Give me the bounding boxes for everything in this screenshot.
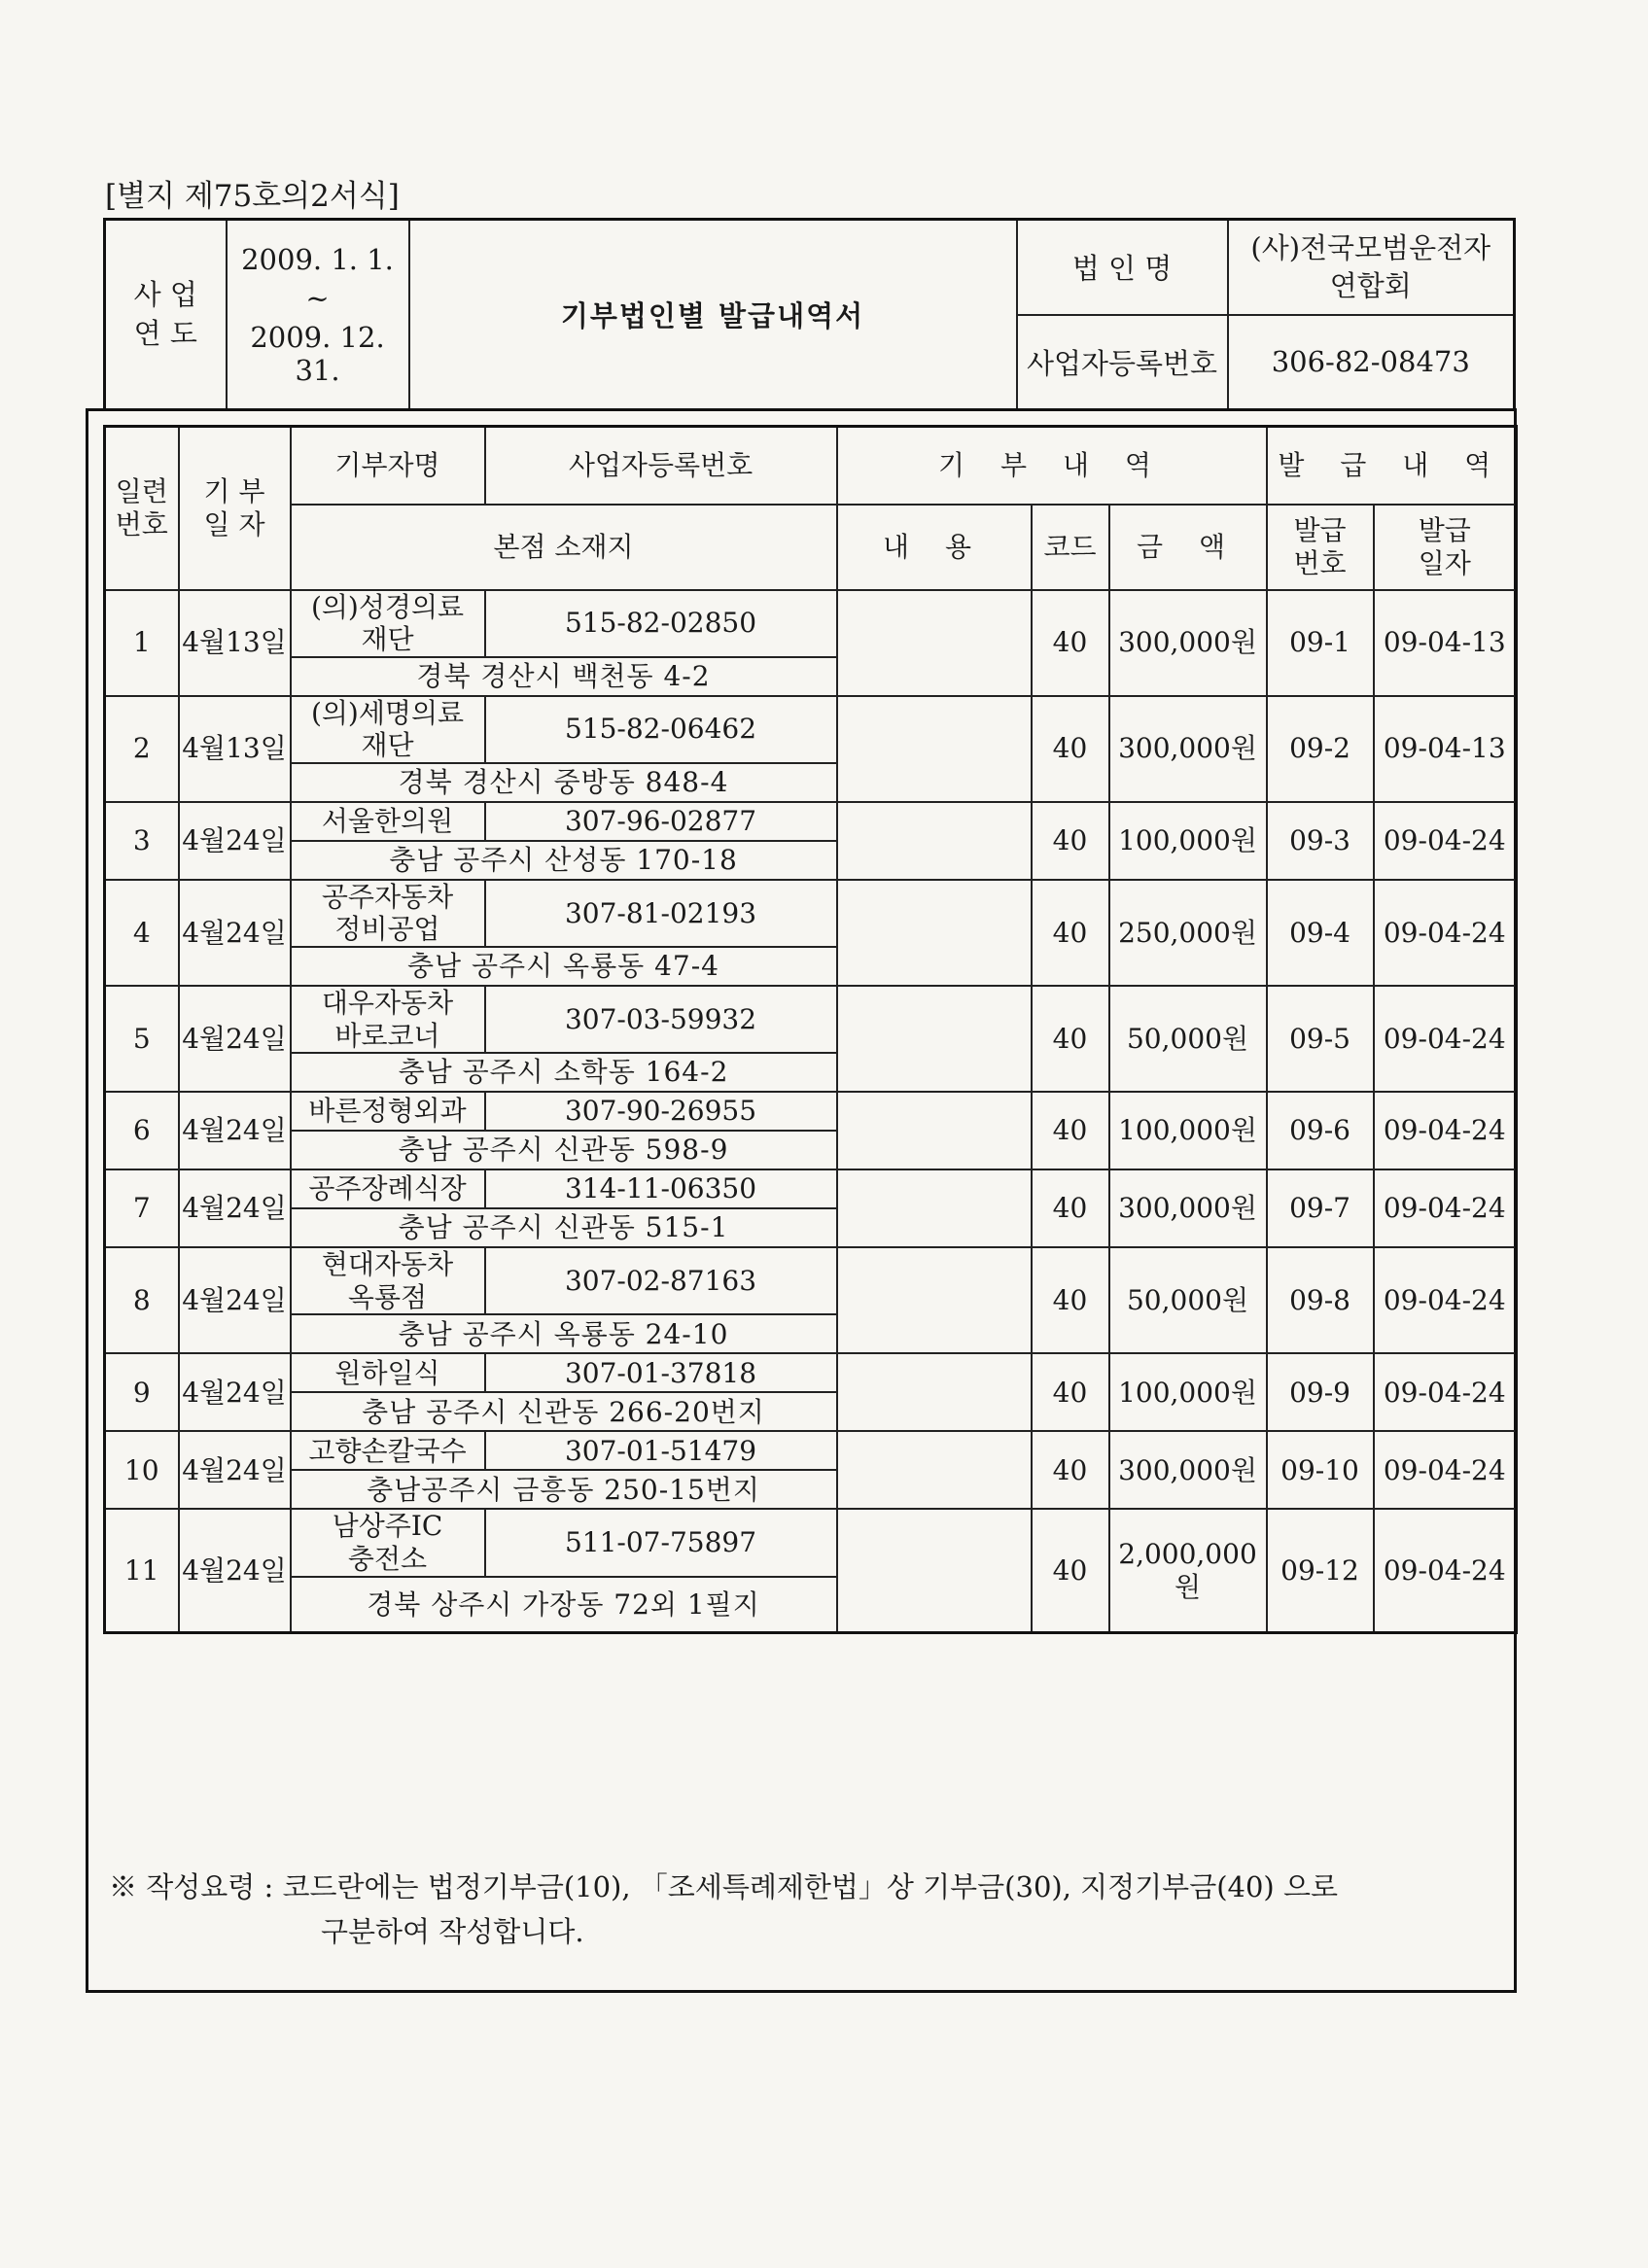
row-donation-date: 4월24일 (179, 880, 291, 986)
row-amount: 100,000원 (1109, 802, 1267, 880)
row-head-office-address: 충남 공주시 산성동 170-18 (291, 841, 837, 880)
row-issue-number: 09-9 (1267, 1353, 1374, 1431)
row-serial-number: 4 (105, 880, 179, 986)
row-head-office-address: 충남 공주시 신관동 266-20번지 (291, 1392, 837, 1431)
row-content (837, 986, 1032, 1092)
row-amount: 300,000원 (1109, 590, 1267, 696)
row-donor-reg-no: 307-81-02193 (485, 880, 837, 947)
row-code: 40 (1032, 590, 1109, 696)
row-donor-name: 원하일식 (291, 1353, 485, 1392)
row-head-office-address: 충남 공주시 옥룡동 47-4 (291, 947, 837, 986)
row-donor-name: (의)성경의료 재단 (291, 590, 485, 657)
row-serial-number: 9 (105, 1353, 179, 1431)
row-donation-date: 4월24일 (179, 1509, 291, 1632)
document-title: 기부법인별 발급내역서 (409, 220, 1017, 410)
row-issue-number: 09-8 (1267, 1247, 1374, 1353)
row-issue-date: 09-04-13 (1374, 590, 1517, 696)
row-donor-name: 서울한의원 (291, 802, 485, 841)
row-donor-reg-no: 307-02-87163 (485, 1247, 837, 1314)
business-year-label: 사 업 연 도 (105, 220, 227, 410)
row-content (837, 1247, 1032, 1353)
row-donation-date: 4월13일 (179, 590, 291, 696)
row-donor-reg-no: 307-01-51479 (485, 1431, 837, 1470)
row-issue-date: 09-04-24 (1374, 1169, 1517, 1247)
row-amount: 50,000원 (1109, 986, 1267, 1092)
row-donation-date: 4월24일 (179, 986, 291, 1092)
row-head-office-address: 충남 공주시 소학동 164-2 (291, 1053, 837, 1092)
row-code: 40 (1032, 880, 1109, 986)
row-code: 40 (1032, 1092, 1109, 1169)
row-donor-reg-no: 515-82-06462 (485, 696, 837, 763)
row-donor-name: 공주장례식장 (291, 1169, 485, 1208)
row-head-office-address: 경북 경산시 중방동 848-4 (291, 763, 837, 802)
row-donor-name: 바른정형외과 (291, 1092, 485, 1131)
col-serial-number: 일련 번호 (105, 427, 179, 590)
row-code: 40 (1032, 802, 1109, 880)
table-row (105, 1431, 1517, 1470)
row-head-office-address: 충남 공주시 신관동 515-1 (291, 1208, 837, 1247)
note-line-2: 구분하여 작성합니다. (321, 1915, 584, 1949)
row-code: 40 (1032, 1169, 1109, 1247)
row-amount: 300,000원 (1109, 1431, 1267, 1509)
row-code: 40 (1032, 696, 1109, 802)
row-code: 40 (1032, 1509, 1109, 1632)
row-content (837, 590, 1032, 696)
row-donor-reg-no: 515-82-02850 (485, 590, 837, 657)
table-row (105, 1169, 1517, 1208)
issuance-table (103, 425, 1518, 1634)
row-donation-date: 4월24일 (179, 1092, 291, 1169)
row-donor-reg-no: 307-03-59932 (485, 986, 837, 1053)
col-donation-details: 기 부 내 역 (837, 427, 1267, 505)
row-donation-date: 4월24일 (179, 1353, 291, 1431)
row-issue-date: 09-04-13 (1374, 696, 1517, 802)
row-donor-name: 공주자동차 정비공업 (291, 880, 485, 947)
row-donation-date: 4월13일 (179, 696, 291, 802)
col-head-office: 본점 소재지 (291, 505, 837, 590)
row-content (837, 1092, 1032, 1169)
row-head-office-address: 충남 공주시 옥룡동 24-10 (291, 1314, 837, 1353)
row-serial-number: 7 (105, 1169, 179, 1247)
table-row (105, 590, 1517, 657)
row-amount: 300,000원 (1109, 1169, 1267, 1247)
row-donor-reg-no: 511-07-75897 (485, 1509, 837, 1576)
row-amount: 100,000원 (1109, 1353, 1267, 1431)
row-donation-date: 4월24일 (179, 1431, 291, 1509)
row-issue-number: 09-3 (1267, 802, 1374, 880)
row-issue-date: 09-04-24 (1374, 986, 1517, 1092)
row-donor-reg-no: 314-11-06350 (485, 1169, 837, 1208)
row-content (837, 1509, 1032, 1632)
row-head-office-address: 충남 공주시 신관동 598-9 (291, 1131, 837, 1169)
writing-instructions (109, 1865, 1509, 1955)
table-row (105, 986, 1517, 1053)
col-donation-date: 기 부 일 자 (179, 427, 291, 590)
period-tilde: ~ (305, 281, 330, 315)
row-content (837, 696, 1032, 802)
row-serial-number: 6 (105, 1092, 179, 1169)
col-issue-number: 발급 번호 (1267, 505, 1374, 590)
row-donor-name: 남상주IC 충전소 (291, 1509, 485, 1576)
row-issue-number: 09-7 (1267, 1169, 1374, 1247)
row-head-office-address: 경북 상주시 가장동 72외 1필지 (291, 1577, 837, 1633)
row-donor-reg-no: 307-90-26955 (485, 1092, 837, 1131)
row-issue-number: 09-5 (1267, 986, 1374, 1092)
row-content (837, 880, 1032, 986)
row-issue-number: 09-12 (1267, 1509, 1374, 1632)
col-issue-date: 발급 일자 (1374, 505, 1517, 590)
note-line-1: ※ 작성요령 : 코드란에는 법정기부금(10), 「조세특례제한법」상 기부금(30), 지정기부금(40) 으로 (109, 1870, 1338, 1903)
row-content (837, 1353, 1032, 1431)
table-row (105, 880, 1517, 947)
col-code: 코드 (1032, 505, 1109, 590)
col-donor-reg-no: 사업자등록번호 (485, 427, 837, 505)
row-issue-number: 09-1 (1267, 590, 1374, 696)
row-serial-number: 11 (105, 1509, 179, 1632)
row-donor-name: 대우자동차 바로코너 (291, 986, 485, 1053)
col-amount: 금 액 (1109, 505, 1267, 590)
row-serial-number: 3 (105, 802, 179, 880)
row-amount: 100,000원 (1109, 1092, 1267, 1169)
table-row (105, 1509, 1517, 1576)
row-code: 40 (1032, 1247, 1109, 1353)
row-code: 40 (1032, 1353, 1109, 1431)
row-amount: 250,000원 (1109, 880, 1267, 986)
row-issue-date: 09-04-24 (1374, 1431, 1517, 1509)
row-serial-number: 8 (105, 1247, 179, 1353)
row-issue-number: 09-10 (1267, 1431, 1374, 1509)
form-number-label: [별지 제75호의2서식] (105, 179, 400, 214)
table-row (105, 1247, 1517, 1314)
row-donor-name: 고향손칼국수 (291, 1431, 485, 1470)
period-end: 2009. 12. 31. (250, 320, 385, 387)
row-content (837, 1431, 1032, 1509)
table-row (105, 696, 1517, 763)
row-serial-number: 10 (105, 1431, 179, 1509)
period-start: 2009. 1. 1. (241, 242, 394, 276)
row-amount: 50,000원 (1109, 1247, 1267, 1353)
row-code: 40 (1032, 1431, 1109, 1509)
col-content: 내 용 (837, 505, 1032, 590)
corp-name-label: 법 인 명 (1017, 220, 1228, 315)
row-issue-number: 09-2 (1267, 696, 1374, 802)
row-issue-date: 09-04-24 (1374, 1353, 1517, 1431)
table-row (105, 1353, 1517, 1392)
row-donation-date: 4월24일 (179, 802, 291, 880)
col-donor-name: 기부자명 (291, 427, 485, 505)
row-issue-date: 09-04-24 (1374, 1092, 1517, 1169)
table-row (105, 802, 1517, 841)
corp-reg-no: 306-82-08473 (1228, 315, 1515, 410)
row-donation-date: 4월24일 (179, 1169, 291, 1247)
row-donation-date: 4월24일 (179, 1247, 291, 1353)
business-period (227, 220, 409, 410)
row-issue-date: 09-04-24 (1374, 1247, 1517, 1353)
row-serial-number: 1 (105, 590, 179, 696)
row-head-office-address: 충남공주시 금흥동 250-15번지 (291, 1470, 837, 1509)
row-amount: 2,000,000원 (1109, 1509, 1267, 1632)
table-row (105, 1092, 1517, 1131)
corp-reg-no-label: 사업자등록번호 (1017, 315, 1228, 410)
row-donor-reg-no: 307-01-37818 (485, 1353, 837, 1392)
col-issuance-details: 발 급 내 역 (1267, 427, 1517, 505)
row-amount: 300,000원 (1109, 696, 1267, 802)
row-content (837, 1169, 1032, 1247)
row-head-office-address: 경북 경산시 백천동 4-2 (291, 657, 837, 696)
row-issue-date: 09-04-24 (1374, 880, 1517, 986)
row-issue-date: 09-04-24 (1374, 802, 1517, 880)
row-issue-date: 09-04-24 (1374, 1509, 1517, 1632)
row-issue-number: 09-4 (1267, 880, 1374, 986)
row-donor-name: 현대자동차 옥룡점 (291, 1247, 485, 1314)
row-serial-number: 2 (105, 696, 179, 802)
row-donor-name: (의)세명의료 재단 (291, 696, 485, 763)
corp-name: (사)전국모범운전자 연합회 (1228, 220, 1515, 315)
header-table (103, 218, 1516, 411)
row-issue-number: 09-6 (1267, 1092, 1374, 1169)
row-serial-number: 5 (105, 986, 179, 1092)
row-content (837, 802, 1032, 880)
row-code: 40 (1032, 986, 1109, 1092)
row-donor-reg-no: 307-96-02877 (485, 802, 837, 841)
